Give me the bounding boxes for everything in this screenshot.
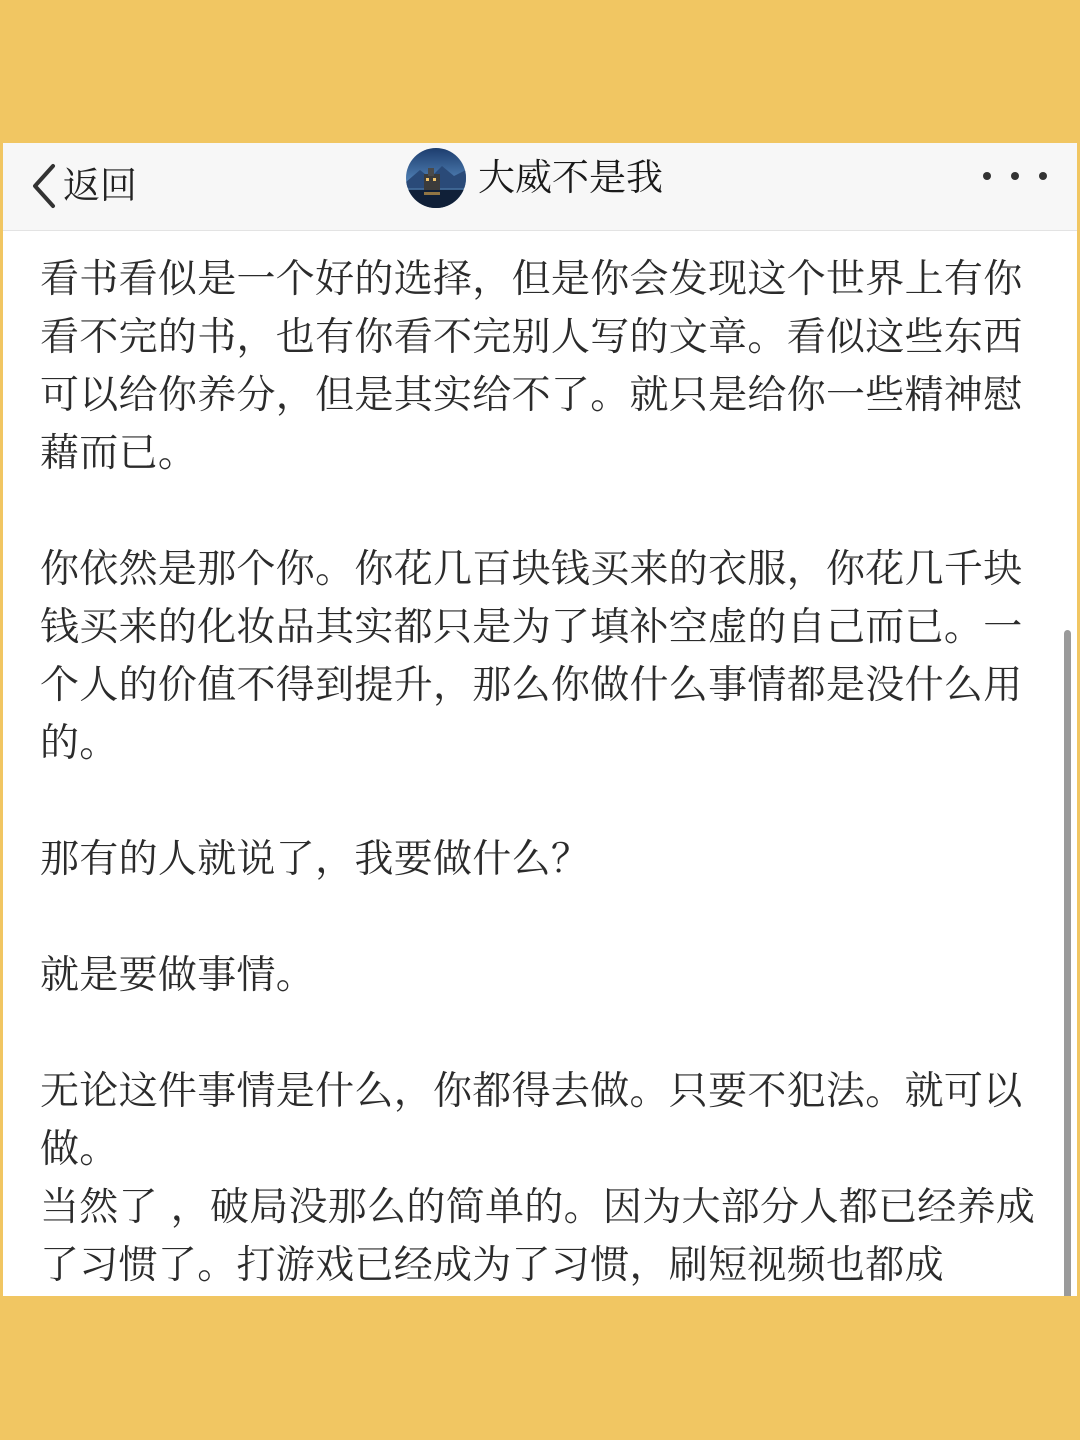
paragraph: 无论这件事情是什么，你都得去做。只要不犯法。就可以做。	[40, 1069, 1023, 1172]
phone-screen	[3, 143, 1077, 1296]
more-options-button[interactable]	[983, 161, 1047, 191]
avatar[interactable]	[406, 148, 466, 208]
chevron-left-icon	[31, 162, 57, 210]
more-dots-icon	[1011, 172, 1019, 180]
paragraph: 你依然是那个你。你花几百块钱买来的衣服，你花几千块钱买来的化妆品其实都只是为了填补空虚的自己而已。一个人的价值不得到提升，那么你做什么事情都是没什么用的。	[40, 547, 1023, 766]
back-button[interactable]	[31, 153, 137, 219]
paragraph: 那有的人就说了，我要做什么？	[40, 837, 591, 882]
paragraph: 当然了 ，破局没那么的简单的。因为大部分人都已经养成了习惯了。打游戏已经成为了习惯，刷短视频也都成	[40, 1185, 1036, 1288]
chat-header[interactable]	[406, 146, 663, 210]
navigation-bar	[3, 143, 1077, 231]
back-label: 返回	[63, 164, 137, 207]
paragraph: 看书看似是一个好的选择，但是你会发现这个世界上有你看不完的书，也有你看不完别人写的文章。看似这些东西可以给你养分，但是其实给不了。就只是给你一些精神慰藉而已。	[40, 257, 1023, 476]
message-content	[40, 251, 1040, 1295]
scrollbar[interactable]	[1064, 630, 1071, 1296]
more-dots-icon	[1039, 172, 1047, 180]
paragraph: 就是要做事情。	[40, 953, 316, 998]
more-dots-icon	[983, 172, 991, 180]
page-title: 大威不是我	[478, 156, 663, 199]
